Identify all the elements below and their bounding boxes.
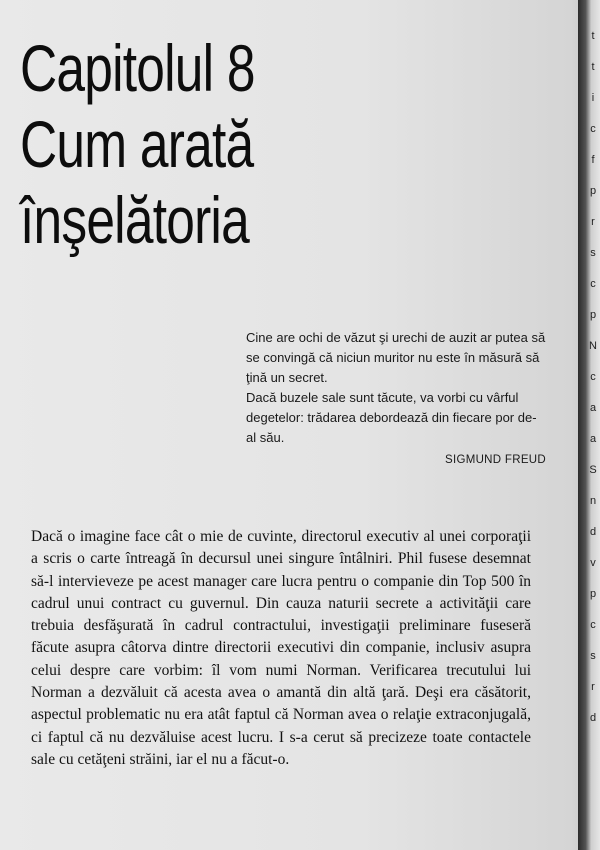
edge-letter: d — [589, 526, 597, 538]
edge-letter: c — [590, 619, 596, 631]
chapter-title — [20, 30, 363, 258]
edge-letter: p — [589, 185, 597, 197]
edge-letter: a — [589, 402, 597, 414]
facing-page-edge — [578, 0, 600, 850]
epigraph-author: SIGMUND FREUD — [444, 454, 546, 466]
edge-letter: r — [591, 681, 595, 693]
edge-letter: d — [589, 712, 597, 724]
body-text — [31, 526, 531, 771]
chapter-title-line-3: înşelătoria — [20, 183, 249, 257]
facing-page-edge-letters — [588, 30, 598, 724]
edge-letter: t — [591, 61, 595, 73]
body-paragraph: Dacă o imagine face cât o mie de cuvinte, directorul executiv al unei corporaţii a scris o carte întreagă în decursul unei singure întâlniri. Phil fusese desemnat să-l intervieveze pe acest manager care lucra pentru o companie din Top 500 în cadrul unui contract cu guvernul. Din cauza naturii secrete a activităţii care trebuia desfăşurată în cadrul contractului, investigaţii preliminare fuseseră făcute asupra câtorva dintre directorii executivi din companie, inclusiv asupra celui despre care vorbim: îl vom numi Norman. Verificarea trecutului lui Norman a dezvăluit că acesta avea o amantă din altă ţară. Deşi era căsătorit, aspectul problematic nu era atât faptul că Norman avea o relaţie extraconjugală, ci faptul că nu dezvăluise acest lucru. I s-a cerut să precizeze toate contactele sale cu cetăţeni străini, iar el nu a făcut-o. — [31, 528, 531, 768]
edge-letter: t — [591, 30, 595, 42]
edge-letter: r — [591, 216, 595, 228]
edge-letter: i — [591, 92, 595, 104]
edge-letter: p — [589, 588, 597, 600]
edge-letter: c — [590, 278, 596, 290]
edge-letter: s — [590, 650, 596, 662]
edge-letter: s — [590, 247, 596, 259]
chapter-title-line-1: Capitolul 8 — [20, 31, 255, 105]
edge-letter: S — [589, 464, 597, 476]
edge-letter: p — [589, 309, 597, 321]
edge-letter: f — [591, 154, 595, 166]
edge-letter: a — [589, 433, 597, 445]
chapter-title-line-2: Cum arată — [20, 107, 254, 181]
epigraph — [246, 328, 546, 470]
edge-letter: v — [590, 557, 596, 569]
epigraph-line-2: Dacă buzele sale sunt tăcute, va vorbi cu vârful degetelor: trădarea debordează din fiecare por de-al său. — [246, 390, 537, 445]
edge-letter: N — [589, 340, 597, 352]
edge-letter: n — [589, 495, 597, 507]
edge-letter: c — [590, 123, 596, 135]
epigraph-line-1: Cine are ochi de văzut şi urechi de auzit ar putea să se convingă că niciun muritor nu este în măsură să ţină un secret. — [246, 330, 546, 385]
edge-letter: c — [590, 371, 596, 383]
